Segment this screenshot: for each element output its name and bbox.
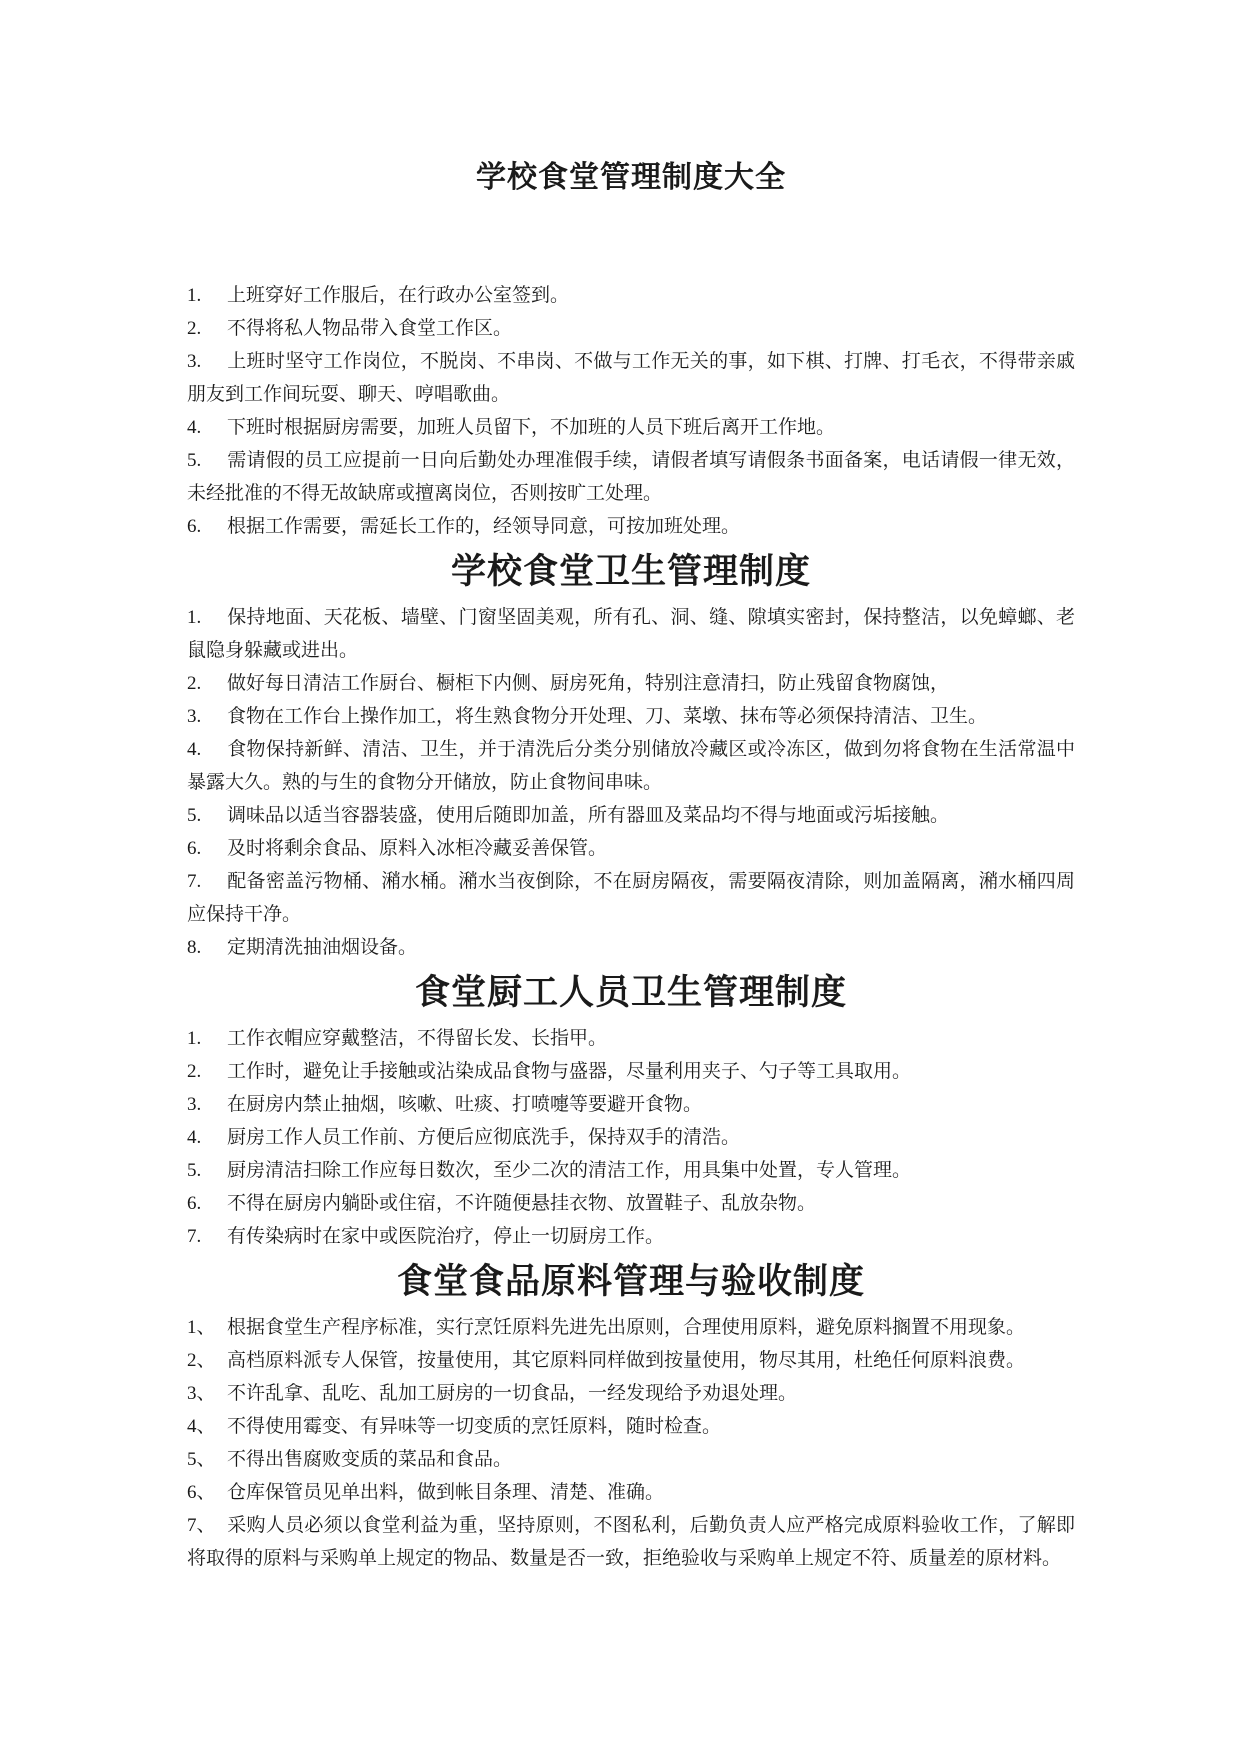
item-number: 6. (187, 1193, 202, 1214)
list-item (187, 444, 1075, 510)
item-text: 工作时，避免让手接触或沾染成品食物与盛器，尽量利用夹子、勺子等工具取用。 (227, 1061, 912, 1082)
item-text: 食物保持新鲜、清洁、卫生，并于清洗后分类分别储放冷藏区或冷冻区，做到勿将食物在生活常温中暴露大久。熟的与生的食物分开储放，防止食物间串味。 (187, 739, 1075, 793)
item-number: 6. (187, 516, 202, 537)
document-section-2 (187, 550, 1075, 964)
list-item (187, 1088, 1075, 1121)
item-text: 工作衣帽应穿戴整洁，不得留长发、长指甲。 (227, 1028, 608, 1049)
list-item (187, 799, 1075, 832)
item-number: 4. (187, 417, 202, 438)
section-heading: 食堂食品原料管理与验收制度 (396, 1262, 865, 1301)
item-text: 配备密盖污物桶、潲水桶。潲水当夜倒除，不在厨房隔夜，需要隔夜清除，则加盖隔离，潲水桶四周应保持干净。 (187, 871, 1075, 925)
item-text: 不许乱拿、乱吃、乱加工厨房的一切食品，一经发现给予劝退处理。 (227, 1383, 798, 1404)
item-text: 在厨房内禁止抽烟，咳嗽、吐痰、打喷嚏等要避开食物。 (227, 1094, 703, 1115)
list-item (187, 1187, 1075, 1220)
list-item (187, 667, 1075, 700)
item-number: 1. (187, 607, 202, 628)
item-number: 2、 (187, 1350, 216, 1371)
item-number: 6、 (187, 1482, 216, 1503)
item-number: 7. (187, 871, 202, 892)
rule-list (187, 279, 1075, 543)
item-number: 5. (187, 805, 202, 826)
list-item (187, 312, 1075, 345)
list-item (187, 1476, 1075, 1509)
list-item (187, 1509, 1075, 1575)
list-item (187, 411, 1075, 444)
item-number: 8. (187, 937, 202, 958)
section-heading: 学校食堂卫生管理制度 (450, 552, 811, 591)
item-text: 不得出售腐败变质的菜品和食品。 (227, 1449, 513, 1470)
item-text: 不得将私人物品带入食堂工作区。 (227, 318, 513, 339)
list-item (187, 1022, 1075, 1055)
list-item (187, 1311, 1075, 1344)
list-item (187, 733, 1075, 799)
item-text: 做好每日清洁工作厨台、橱柜下内侧、厨房死角，特别注意清扫，防止残留食物腐蚀， (227, 673, 950, 694)
item-number: 7. (187, 1226, 202, 1247)
item-text: 下班时根据厨房需要，加班人员留下，不加班的人员下班后离开工作地。 (227, 417, 836, 438)
list-item (187, 1377, 1075, 1410)
item-number: 1. (187, 1028, 202, 1049)
item-text: 高档原料派专人保管，按量使用，其它原料同样做到按量使用，物尽其用，杜绝任何原料浪费。 (227, 1350, 1026, 1371)
item-text: 食物在工作台上操作加工，将生熟食物分开处理、刀、菜墩、抹布等必须保持清洁、卫生。 (227, 706, 988, 727)
item-text: 上班时坚守工作岗位，不脱岗、不串岗、不做与工作无关的事，如下棋、打牌、打毛衣，不得带亲戚朋友到工作间玩耍、聊天、哼唱歌曲。 (187, 351, 1075, 405)
item-number: 4. (187, 1127, 202, 1148)
rule-list (187, 601, 1075, 964)
item-text: 根据工作需要，需延长工作的，经领导同意，可按加班处理。 (227, 516, 741, 537)
item-number: 7、 (187, 1515, 216, 1536)
item-text: 保持地面、天花板、墙壁、门窗坚固美观，所有孔、洞、缝、隙填实密封，保持整洁，以免蟑螂、老鼠隐身躲藏或进出。 (187, 607, 1075, 661)
item-text: 仓库保管员见单出料，做到帐目条理、清楚、准确。 (227, 1482, 665, 1503)
list-item (187, 931, 1075, 964)
item-number: 1. (187, 285, 202, 306)
document-section-3 (187, 971, 1075, 1253)
item-number: 2. (187, 318, 202, 339)
list-item (187, 832, 1075, 865)
item-number: 2. (187, 1061, 202, 1082)
list-item (187, 1344, 1075, 1377)
section-heading: 食堂厨工人员卫生管理制度 (414, 973, 847, 1012)
item-number: 6. (187, 838, 202, 859)
item-text: 定期清洗抽油烟设备。 (227, 937, 418, 958)
list-item (187, 1410, 1075, 1443)
item-number: 4. (187, 739, 202, 760)
item-text: 及时将剩余食品、原料入冰柜冷藏妥善保管。 (227, 838, 608, 859)
list-item (187, 345, 1075, 411)
item-number: 3、 (187, 1383, 216, 1404)
item-text: 有传染病时在家中或医院治疗，停止一切厨房工作。 (227, 1226, 665, 1247)
item-text: 根据食堂生产程序标准，实行烹饪原料先进先出原则，合理使用原料，避免原料搁置不用现象。 (227, 1317, 1026, 1338)
list-item (187, 865, 1075, 931)
list-item (187, 1154, 1075, 1187)
document-body (187, 279, 1075, 1575)
rule-list (187, 1311, 1075, 1575)
rule-list (187, 1022, 1075, 1253)
list-item (187, 601, 1075, 667)
item-number: 3. (187, 351, 202, 372)
document-title: 学校食堂管理制度大全 (476, 161, 786, 194)
item-text: 上班穿好工作服后，在行政办公室签到。 (227, 285, 570, 306)
item-number: 3. (187, 1094, 202, 1115)
item-number: 1、 (187, 1317, 216, 1338)
item-text: 厨房清洁扫除工作应每日数次，至少二次的清洁工作，用具集中处置，专人管理。 (227, 1160, 912, 1181)
list-item (187, 279, 1075, 312)
item-number: 3. (187, 706, 202, 727)
list-item (187, 1443, 1075, 1476)
item-number: 4、 (187, 1416, 216, 1437)
item-text: 厨房工作人员工作前、方便后应彻底洗手，保持双手的清浩。 (227, 1127, 741, 1148)
item-number: 5. (187, 450, 202, 471)
item-text: 不得使用霉变、有异味等一切变质的烹饪原料，随时检查。 (227, 1416, 722, 1437)
document-section-1 (187, 279, 1075, 543)
item-number: 5. (187, 1160, 202, 1181)
item-text: 采购人员必须以食堂利益为重，坚持原则，不图私利，后勤负责人应严格完成原料验收工作，了解即将取得的原料与采购单上规定的物品、数量是否一致，拒绝验收与采购单上规定不符、质量差的原材料。 (187, 1515, 1075, 1569)
item-number: 5、 (187, 1449, 216, 1470)
list-item (187, 510, 1075, 543)
item-text: 不得在厨房内躺卧或住宿，不许随便悬挂衣物、放置鞋子、乱放杂物。 (227, 1193, 817, 1214)
document-section-4 (187, 1260, 1075, 1575)
list-item (187, 700, 1075, 733)
item-text: 调味品以适当容器装盛，使用后随即加盖，所有器皿及菜品均不得与地面或污垢接触。 (227, 805, 950, 826)
list-item (187, 1121, 1075, 1154)
list-item (187, 1220, 1075, 1253)
list-item (187, 1055, 1075, 1088)
item-number: 2. (187, 673, 202, 694)
item-text: 需请假的员工应提前一日向后勤处办理准假手续，请假者填写请假条书面备案，电话请假一律无效，未经批准的不得无故缺席或擅离岗位，否则按旷工处理。 (187, 450, 1075, 504)
